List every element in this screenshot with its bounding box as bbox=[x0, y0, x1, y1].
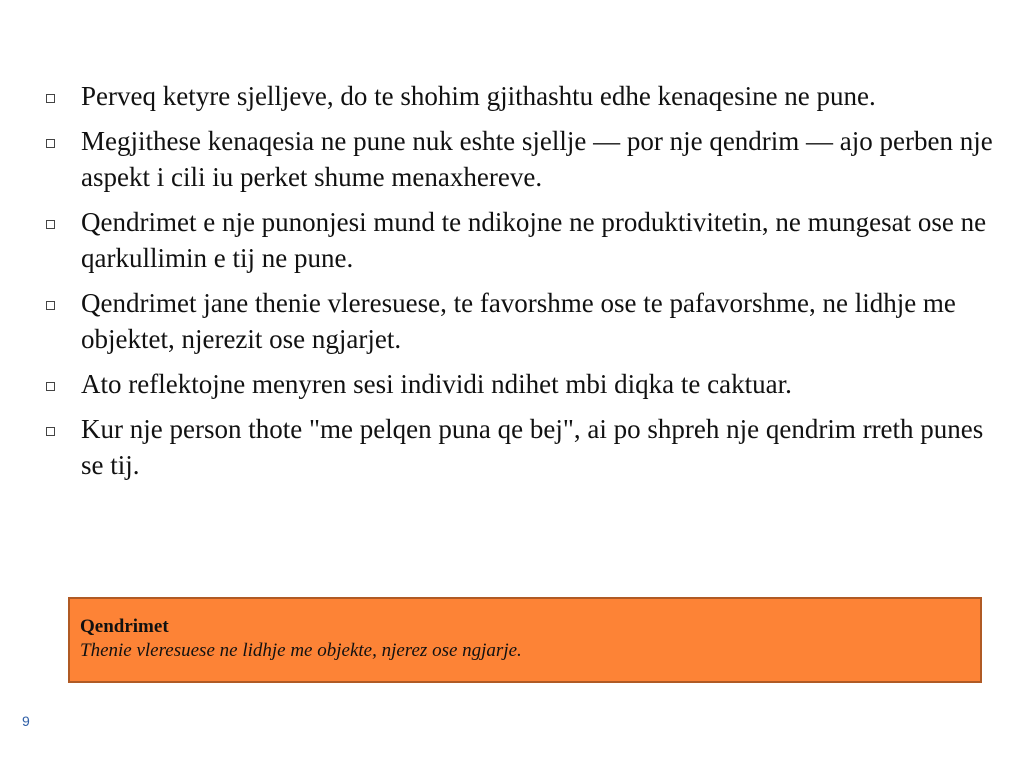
square-bullet-icon bbox=[46, 382, 55, 391]
bullet-text: Perveq ketyre sjelljeve, do te shohim gjithashtu edhe kenaqesine ne pune. bbox=[81, 81, 876, 111]
bullet-item bbox=[40, 123, 1010, 195]
bullet-text: Kur nje person thote "me pelqen puna qe bej", ai po shpreh nje qendrim rreth punes se tij. bbox=[81, 414, 984, 480]
bullet-item bbox=[40, 204, 1010, 276]
callout-text: Thenie vleresuese ne lidhje me objekte, njerez ose ngjarje. bbox=[80, 640, 522, 661]
bullet-list bbox=[40, 78, 1010, 492]
bullet-text: Ato reflektojne menyren sesi individi ndihet mbi diqka te caktuar. bbox=[81, 369, 792, 399]
bullet-text: Qendrimet jane thenie vleresuese, te favorshme ose te pafavorshme, ne lidhje me objektet, njerezit ose ngjarjet. bbox=[81, 288, 956, 354]
bullet-text: Megjithese kenaqesia ne pune nuk eshte sjellje — por nje qendrim — ajo perben nje aspekt i cili iu perket shume menaxhereve. bbox=[81, 126, 993, 192]
bullet-item bbox=[40, 285, 1010, 357]
square-bullet-icon bbox=[46, 220, 55, 229]
callout-title: Qendrimet bbox=[80, 616, 169, 637]
definition-callout bbox=[68, 597, 982, 683]
bullet-item bbox=[40, 366, 1010, 402]
page-number: 9 bbox=[22, 713, 30, 729]
square-bullet-icon bbox=[46, 139, 55, 148]
bullet-text: Qendrimet e nje punonjesi mund te ndikojne ne produktivitetin, ne mungesat ose ne qarkullimin e tij ne pune. bbox=[81, 207, 987, 273]
square-bullet-icon bbox=[46, 301, 55, 310]
bullet-item bbox=[40, 78, 1010, 114]
square-bullet-icon bbox=[46, 427, 55, 436]
square-bullet-icon bbox=[46, 94, 55, 103]
bullet-item bbox=[40, 411, 1010, 483]
